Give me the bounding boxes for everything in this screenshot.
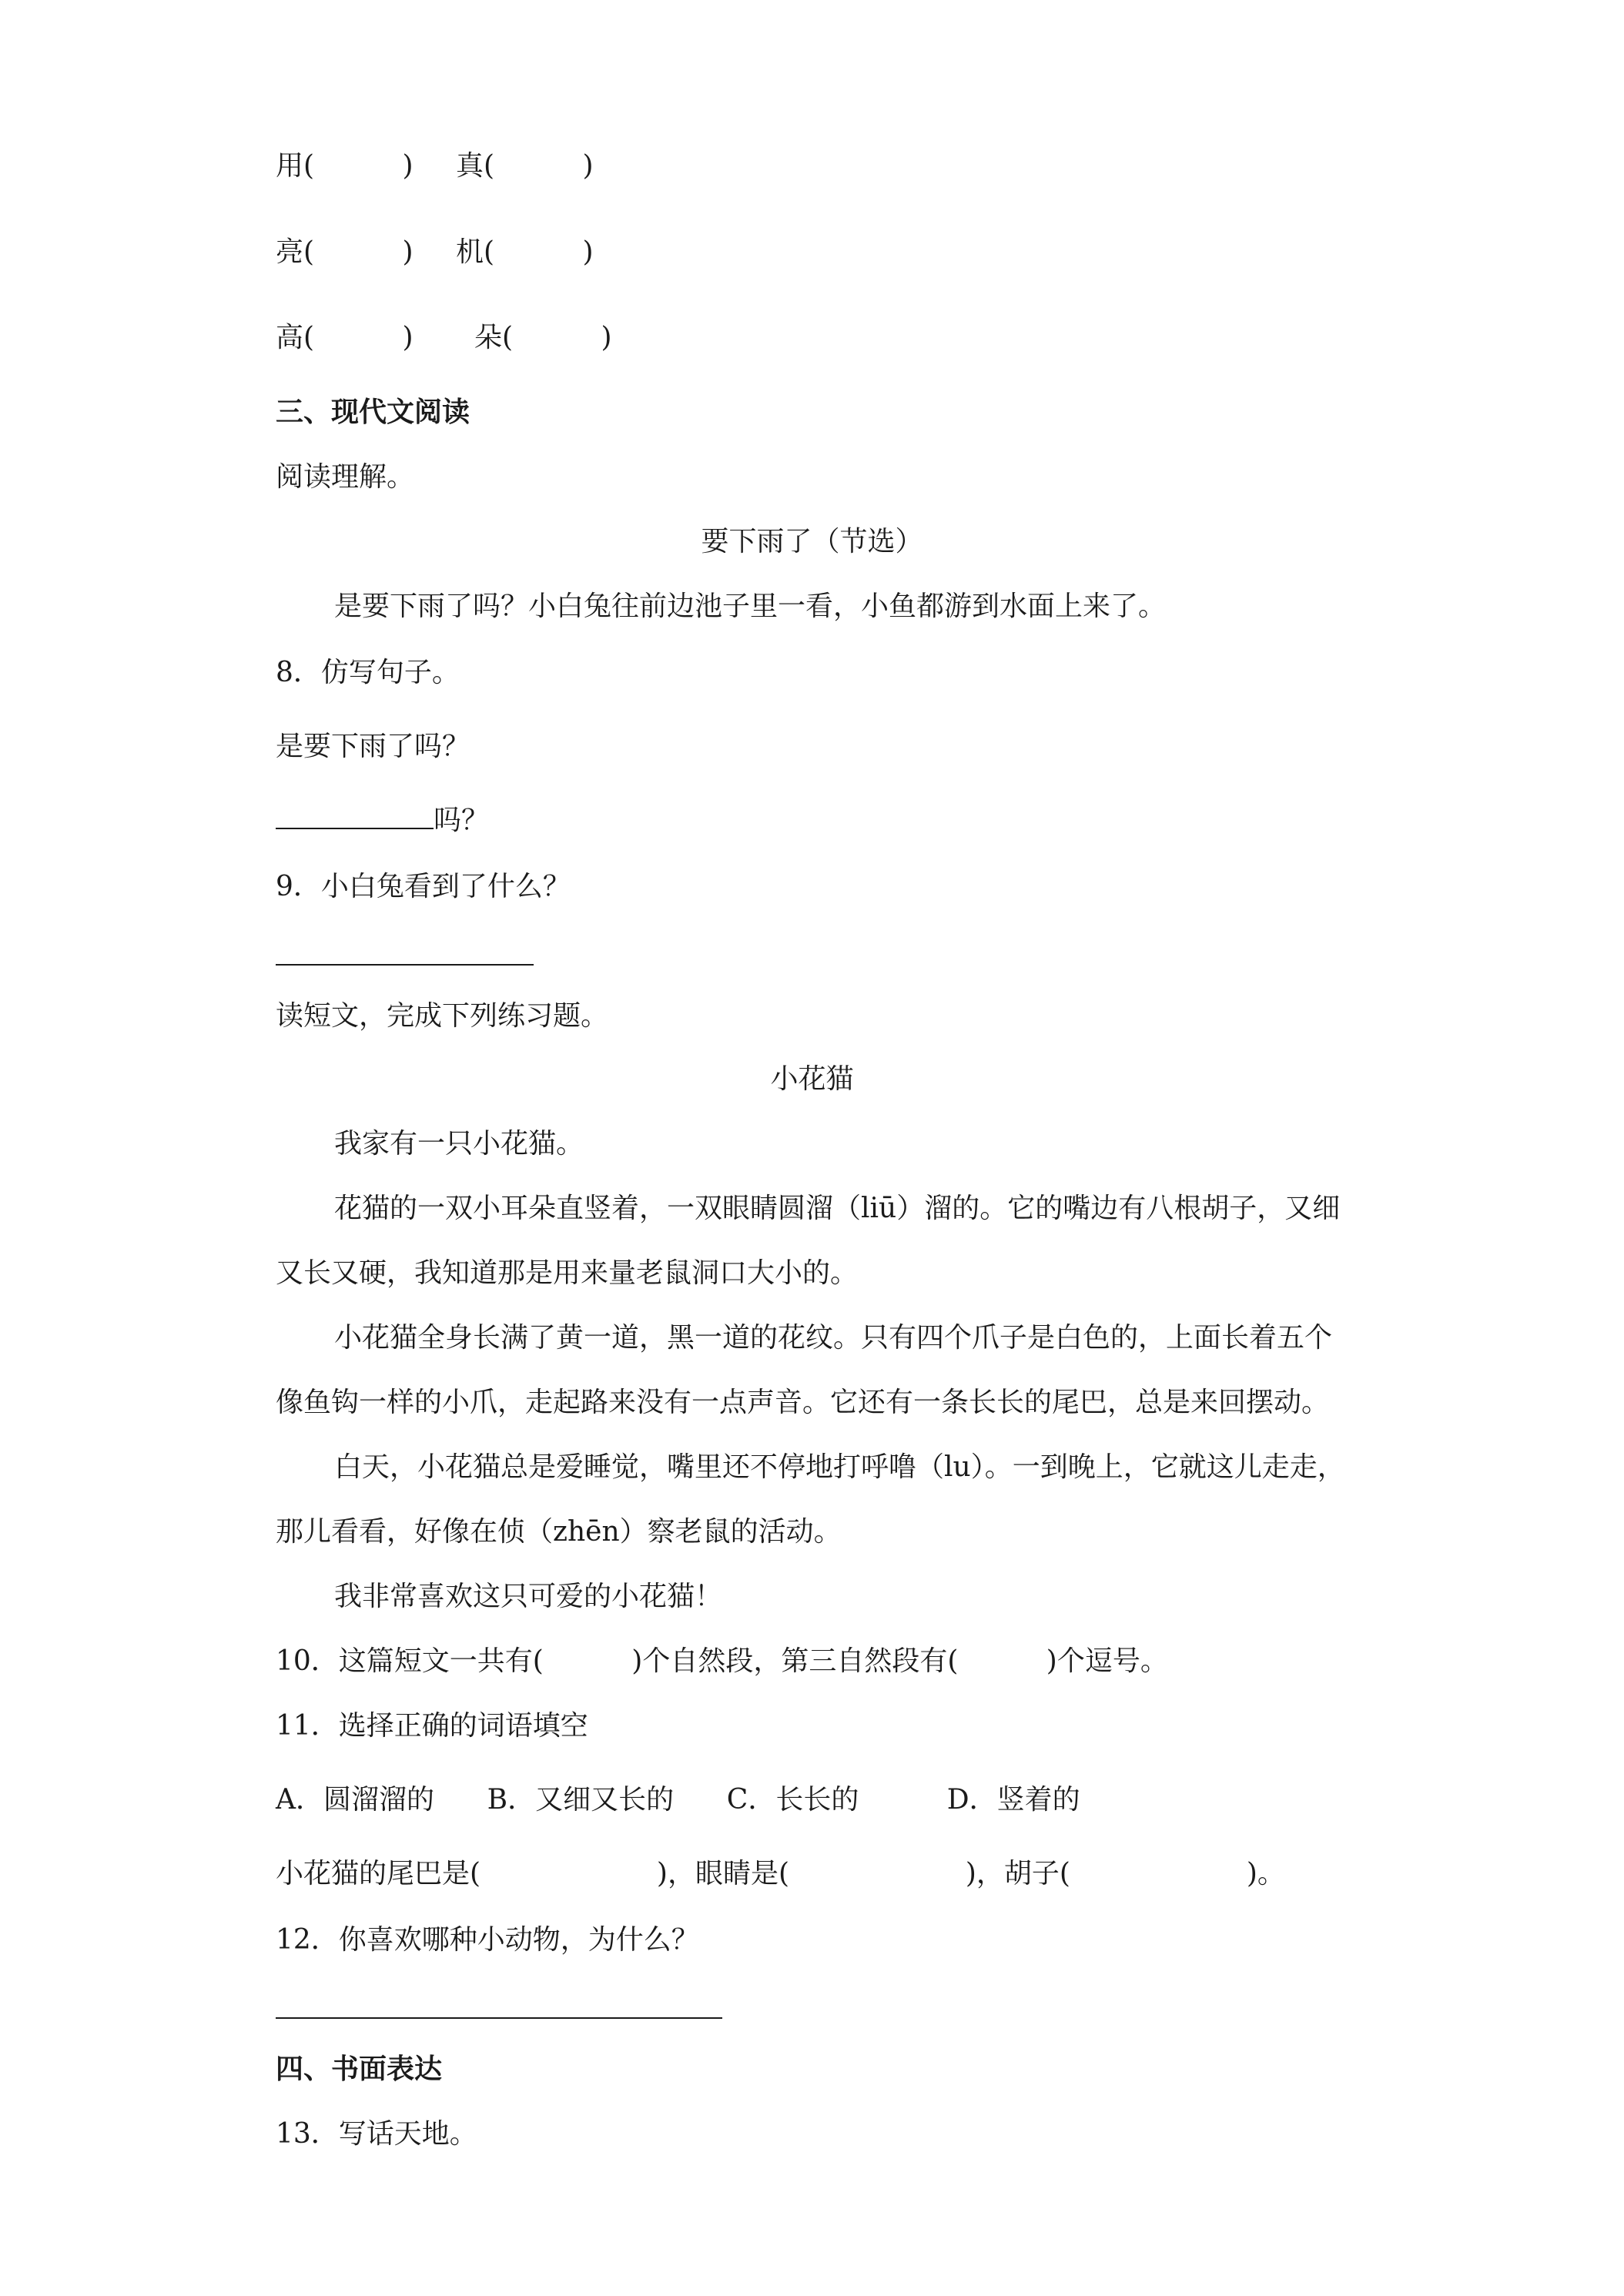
question-12: 12．你喜欢哪种小动物，为什么？: [276, 1924, 699, 1956]
question-11-options: A．圆溜溜的 B．又细又长的 C．长长的 D．竖着的: [276, 1784, 1080, 1816]
instruction-read: 阅读理解。: [276, 461, 415, 493]
item-liang: 亮( ): [276, 236, 414, 268]
passage1-text: 是要下雨了吗？小白兔往前边池子里一看，小鱼都游到水面上来了。: [334, 591, 1167, 622]
passage2-paragraph-4-line-1: 白天，小花猫总是爱睡觉，嘴里还不停地打呼噜（lu）。一到晚上，它就这儿走走，: [334, 1451, 1345, 1483]
item-duo: 朵( ): [474, 322, 612, 353]
passage2-paragraph-2-line-2: 又长又硬，我知道那是用来量老鼠洞口大小的。: [276, 1257, 859, 1289]
passage2-paragraph-1: 我家有一只小花猫。: [334, 1128, 584, 1160]
question-8-example: 是要下雨了吗？: [276, 731, 470, 762]
item-yong: 用( ): [276, 150, 414, 182]
instruction-passage2: 读短文，完成下列练习题。: [276, 1000, 609, 1032]
section3-heading: 三、现代文阅读: [276, 397, 470, 428]
question-11-fill: 小花猫的尾巴是( )，眼睛是( )，胡子( )。: [276, 1858, 1285, 1889]
question-10: 10．这篇短文一共有( )个自然段，第三自然段有( )个逗号。: [276, 1645, 1168, 1677]
passage2-title: 小花猫: [770, 1063, 854, 1095]
question-8: 8．仿写句子。: [276, 657, 460, 688]
passage1-title: 要下雨了（节选）: [701, 526, 923, 557]
passage2-paragraph-4-line-2: 那儿看看，好像在侦（zhēn）察老鼠的活动。: [276, 1516, 842, 1548]
passage2-paragraph-3-line-1: 小花猫全身长满了黄一道，黑一道的花纹。只有四个爪子是白色的，上面长着五个: [334, 1322, 1333, 1354]
passage2-paragraph-3-line-2: 像鱼钩一样的小爪，走起路来没有一点声音。它还有一条长长的尾巴，总是来回摆动。: [276, 1387, 1330, 1418]
passage2-paragraph-2-line-1: 花猫的一双小耳朵直竖着，一双眼睛圆溜（liū）溜的。它的嘴边有八根胡子，又细: [334, 1193, 1341, 1224]
question-13: 13．写话天地。: [276, 2118, 477, 2150]
question-8-answer[interactable]: [276, 804, 489, 838]
answer-blank[interactable]: [276, 805, 434, 829]
answer-suffix: 吗？: [434, 805, 490, 836]
answer-line-12[interactable]: [276, 2017, 722, 2019]
passage2-paragraph-5: 我非常喜欢这只可爱的小花猫！: [334, 1581, 723, 1612]
section4-heading: 四、书面表达: [276, 2053, 443, 2085]
question-11: 11．选择正确的词语填空: [276, 1710, 588, 1742]
question-9: 9．小白兔看到了什么？: [276, 871, 571, 902]
item-zhen: 真( ): [456, 150, 594, 182]
item-ji: 机( ): [456, 236, 594, 268]
answer-line-9[interactable]: [276, 964, 534, 966]
item-gao: 高( ): [276, 322, 414, 353]
